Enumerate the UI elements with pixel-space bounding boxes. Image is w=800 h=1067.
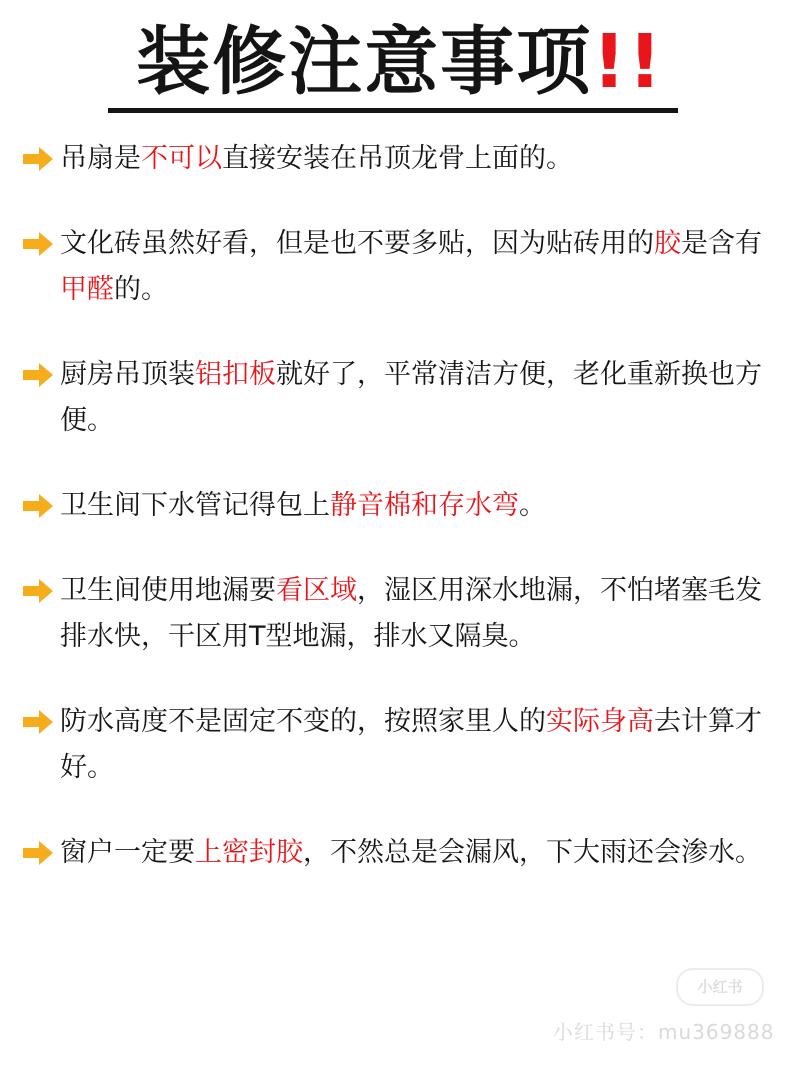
tip-text: 直接安装在吊顶龙骨上面的。: [222, 143, 573, 174]
tip-highlight-text: 甲醛: [60, 274, 114, 305]
right-arrow-icon: [22, 231, 54, 257]
right-arrow-icon: [22, 709, 54, 735]
watermark-logo: 小红书: [676, 968, 764, 1006]
tip-item: [22, 699, 762, 791]
tip-item: [22, 568, 762, 660]
tip-highlight-text: 铝扣板: [195, 359, 276, 390]
tip-text: 。: [519, 490, 546, 521]
right-arrow-icon: [22, 578, 54, 604]
tip-text: 是含有: [681, 228, 762, 259]
tip-text: 吊扇是: [60, 143, 141, 174]
tip-item: [22, 136, 762, 182]
tip-text: 卫生间使用地漏要: [60, 575, 276, 606]
right-arrow-icon: [22, 840, 54, 866]
title-text: 装修注意事项: [136, 19, 593, 105]
tip-highlight-text: 实际身高: [546, 706, 654, 737]
tip-text: 卫生间下水管记得包上: [60, 490, 330, 521]
page-title: [136, 14, 664, 110]
title-area: [0, 14, 800, 110]
tip-text: ，湿区用深水地漏，不怕堵塞毛发排水快，干区用T型地漏，排水又隔臭。: [60, 575, 762, 652]
tip-text: 去计算才好。: [60, 706, 762, 783]
tip-text: 的。: [114, 274, 168, 305]
right-arrow-icon: [22, 362, 54, 388]
tip-text: 窗户一定要: [60, 837, 195, 868]
right-arrow-icon: [22, 493, 54, 519]
tip-text: 文化砖虽然好看，但是也不要多贴，因为贴砖用的: [60, 228, 654, 259]
tip-highlight-text: 上密封胶: [195, 837, 303, 868]
watermark-id: 小红书号：mu369888: [553, 1020, 775, 1044]
tip-item: [22, 352, 762, 444]
tip-text: ，不然总是会漏风，下大雨还会渗水。: [303, 837, 762, 868]
tip-item: [22, 221, 762, 313]
tip-highlight-text: 胶: [654, 228, 681, 259]
tip-text: 防水高度不是固定不变的，按照家里人的: [60, 706, 546, 737]
tips-list: [22, 136, 762, 915]
tip-item: [22, 830, 762, 876]
tip-text: 就好了，平常清洁方便，老化重新换也方便。: [60, 359, 762, 436]
tip-highlight-text: 静音棉和存水弯: [330, 490, 519, 521]
tip-text: 厨房吊顶装: [60, 359, 195, 390]
title-exclamation: !!: [592, 19, 664, 105]
title-underline: [108, 108, 678, 113]
right-arrow-icon: [22, 146, 54, 172]
tip-item: [22, 483, 762, 529]
tip-highlight-text: 看区域: [276, 575, 357, 606]
tip-highlight-text: 不可以: [141, 143, 222, 174]
